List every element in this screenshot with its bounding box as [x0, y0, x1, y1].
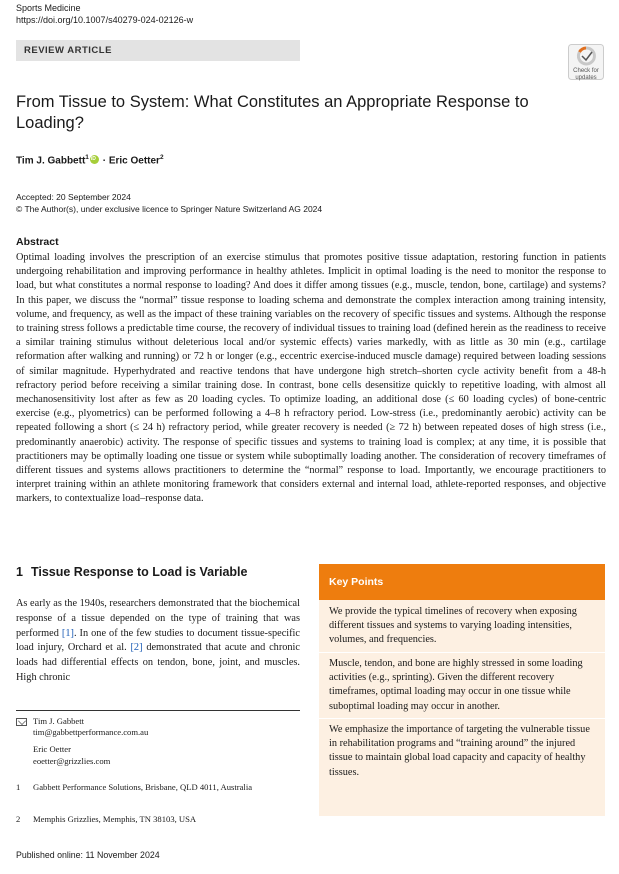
author-list — [16, 154, 164, 166]
envelope-icon — [16, 718, 27, 726]
key-points-box — [319, 564, 605, 816]
correspondence-name: Eric Oetter — [33, 744, 71, 755]
affiliation — [16, 814, 306, 825]
check-for-updates-label: Check for updates — [573, 68, 599, 81]
affiliation-text: Gabbett Performance Solutions, Brisbane, QLD 4011, Australia — [33, 782, 253, 792]
correspondence-block — [16, 716, 306, 767]
article-title: From Tissue to System: What Constitutes an Appropriate Response to Loading? — [16, 93, 529, 132]
key-points-header — [319, 564, 605, 600]
key-point-item: We provide the typical timelines of recovery when exposing different tissues and systems to varying loading intensities, volumes, and frequencies. — [329, 606, 577, 646]
affiliation — [16, 782, 306, 793]
author-separator: · — [102, 155, 107, 167]
correspondence-entry — [33, 744, 306, 766]
author-name[interactable]: Tim J. Gabbett — [16, 155, 86, 167]
citation-link[interactable]: [1] — [61, 627, 74, 639]
published-date: Published online: 11 November 2024 — [16, 850, 160, 860]
correspondence-email[interactable]: eoetter@grizzlies.com — [33, 755, 111, 766]
key-point-item: We emphasize the importance of targeting the vulnerable tissue in rehabilitation programs and “training around” the injured tissue to maintain global load capacity and capacity of healthy tissues. — [329, 724, 590, 778]
correspondence-entry — [33, 716, 306, 738]
orcid-icon[interactable] — [90, 155, 99, 164]
abstract-text: Optimal loading involves the prescription of an exercise stimulus that promotes positive tissue adaptation, restoring function in patients undergoing rehabilitation and improving performance in healthy athletes. Implicit in optimal loading is the need to monitor the response to load, but what constitutes a normal response to loading? And does it differ among tissues (e.g., muscle, tendon, bone, cartilage) and systems? In this paper, we discuss the “normal” tissue response to loading schema and demonstrate the complex interaction among training intensity, volume, and frequency, as well as the impact of these training variables on the recovery of specific tissues and systems. Although the response to training stress follows a predictable time course, the recovery of individual tissues to training load (defined herein as the readiness to receive a similar training stimulus without deleterious local and/or systemic effects) varies markedly, with as little as 30 min (e.g., cartilage reformation after walking and running) or 72 h or longer (e.g., eccentric exercise-induced muscle damage) required between loading sessions of similar magnitude. Hyperhydrated and reactive tendons that have undergone high stretch–shorten cycle activity benefit from a 48-h refractory period before receiving a similar training dose. In contrast, bone cells desensitize quickly to repetitive loading, with almost all mechanosensitivity lost after as few as 20 loading cycles. To optimize loading, an additional dose (≤ 60 loading cycles) of bone-centric exercise (e.g., plyometrics) can be performed following a 4–8 h refractory period. Low-stress (i.e., predominantly aerobic) activity can be repeated following a short (≤ 24 h) refractory period, while greater recovery is needed (≥ 72 h) between repeated doses of high stress (i.e., predominantly anaerobic) activity. The response of specific tissues and systems to training load is complex; at any time, it is possible that practitioners may be optimally loading one tissue or system while suboptimally loading another. The consideration of recovery timeframes of different tissues and systems allows practitioners to determine the “normal” response to load. Importantly, we encourage practitioners to interpret training within an athlete monitoring framework that considers external and internal load, athlete-reported responses, and objective markers, to contextualize load–response data. — [16, 252, 606, 505]
copyright-notice: © The Author(s), under exclusive licence to Springer Nature Switzerland AG 2024 — [16, 204, 323, 214]
section-heading — [16, 565, 247, 579]
key-point-divider — [319, 718, 605, 719]
key-points-title: Key Points — [329, 576, 384, 588]
accepted-date: Accepted: 20 September 2024 — [16, 192, 131, 202]
body-text-segment: As early as the 1940s, researchers demonstrated that the biochemical response of a tissue depended on the type of training that was performed — [16, 598, 300, 639]
citation-link[interactable]: [2] — [130, 642, 143, 654]
author-affil-marker: 1 — [85, 154, 89, 161]
section-number: 1 — [16, 565, 23, 579]
affiliation-number: 2 — [16, 814, 21, 824]
body-paragraph — [16, 597, 300, 686]
correspondence-email[interactable]: tim@gabbettperformance.com.au — [33, 727, 149, 738]
section-title: Tissue Response to Load is Variable — [30, 565, 248, 579]
abstract-heading: Abstract — [16, 236, 59, 248]
correspondence-name: Tim J. Gabbett — [33, 716, 85, 726]
author-affil-marker: 2 — [159, 154, 164, 161]
key-point-item: Muscle, tendon, and bone are highly stressed in some loading activities (e.g., sprinting). Given the different recovery timeframes, optimal loading may occur in one tissue while suboptimal loading may occur in another. — [329, 658, 583, 712]
doi-link[interactable]: https://doi.org/10.1007/s40279-024-02126-w — [16, 15, 194, 25]
affiliation-number: 1 — [16, 782, 21, 792]
journal-name: Sports Medicine — [16, 3, 81, 13]
author-name[interactable]: Eric Oetter — [108, 155, 160, 167]
body-text-segment: demonstrated that acute and chronic loads had differential effects on tendon, bone, joint, and muscles. High chronic — [16, 642, 300, 683]
body-text-segment: . In one of the few studies to document tissue-specific load injury, Orchard et al. — [16, 627, 300, 654]
article-type-bar — [16, 40, 300, 61]
key-point-divider — [319, 652, 605, 653]
footnote-divider — [16, 710, 300, 711]
affiliation-text: Memphis Grizzlies, Memphis, TN 38103, USA — [33, 814, 197, 824]
article-type: REVIEW ARTICLE — [24, 45, 112, 56]
